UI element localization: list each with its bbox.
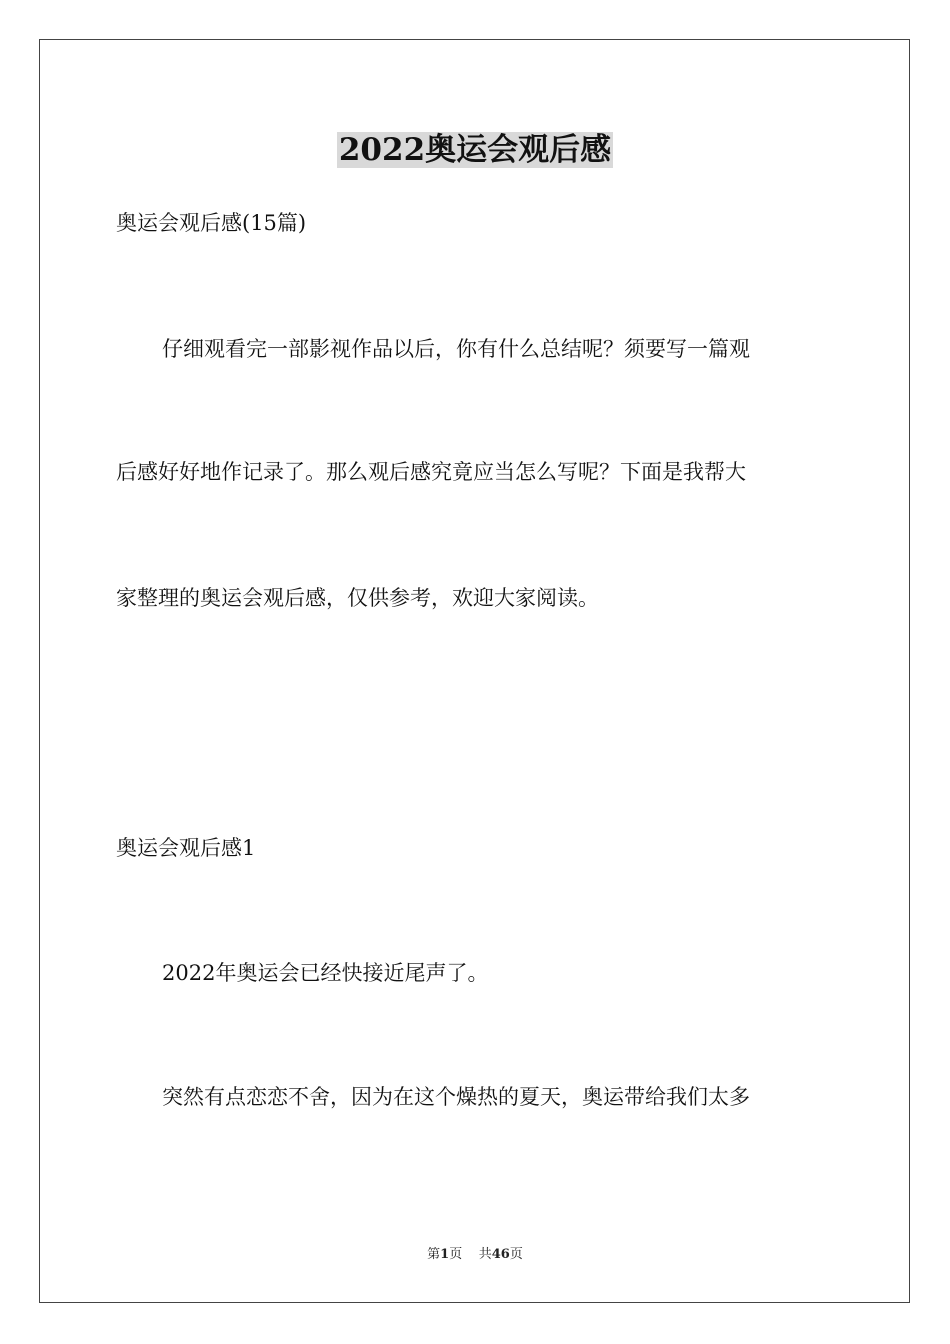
document-subtitle: 奥运会观后感(15篇): [116, 211, 307, 235]
body-line-2: 突然有点恋恋不舍，因为在这个燥热的夏天，奥运带给我们太多: [162, 1085, 750, 1109]
footer-total-pages: 46: [491, 1247, 510, 1262]
footer-prefix: 第: [427, 1247, 441, 1262]
intro-line-1: 仔细观看完一部影视作品以后，你有什么总结呢？须要写一篇观: [162, 337, 750, 361]
footer-current-page: 1: [440, 1247, 450, 1262]
intro-line-3: 家整理的奥运会观后感，仅供参考，欢迎大家阅读。: [116, 586, 599, 610]
intro-line-2: 后感好好地作记录了。那么观后感究竟应当怎么写呢？下面是我帮大: [116, 460, 746, 484]
document-title: [0, 128, 950, 172]
section-heading: 奥运会观后感1: [116, 836, 256, 860]
footer-total-prefix: 共: [478, 1247, 492, 1262]
page-footer: [0, 1246, 950, 1264]
footer-page-suffix: 页: [449, 1247, 463, 1262]
footer-total-suffix: 页: [509, 1247, 523, 1262]
document-title-text: 2022奥运会观后感: [338, 132, 612, 168]
body-line-1: 2022年奥运会已经快接近尾声了。: [162, 961, 489, 985]
